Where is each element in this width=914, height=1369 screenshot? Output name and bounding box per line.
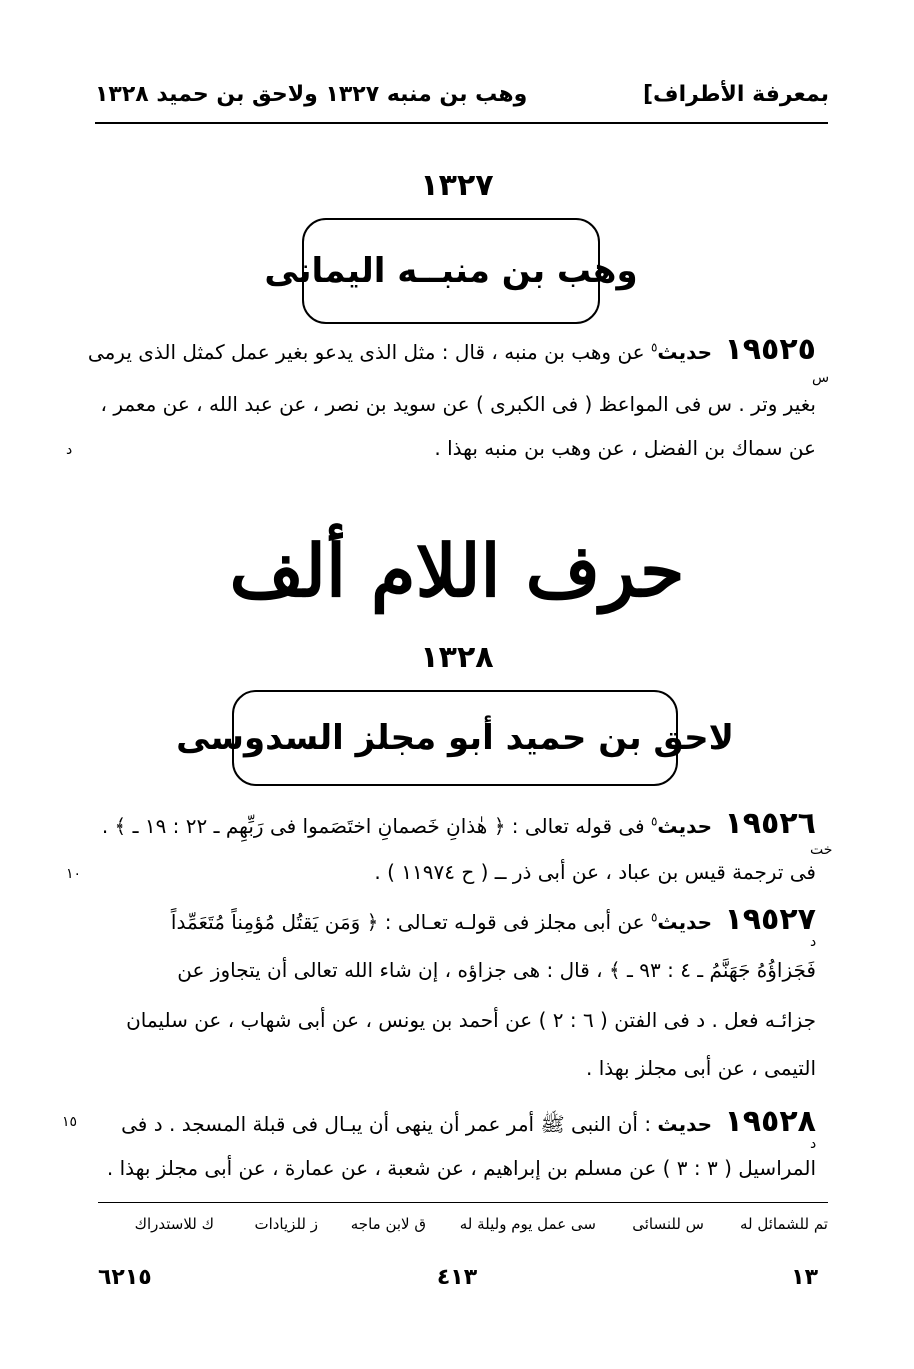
footnote-abbrev: س للنسائى — [632, 1215, 704, 1233]
footnote-abbrev: ز للزيادات — [254, 1215, 318, 1233]
header-rule — [95, 122, 828, 124]
footnote-abbrev: ق لابن ماجه — [350, 1215, 426, 1233]
footnote-abbrev: سى عمل يوم وليلة له — [459, 1215, 596, 1233]
hadith-number: ١٩٥٢٨ — [724, 1104, 816, 1139]
hadith-text: عن أبى مجلز فى قولـه تعـالى : ﴿ وَمَن يَقتُل مُؤمِناً مُتَعَمِّداً — [170, 910, 645, 934]
hadith-text: عن وهب بن منبه ، قال : مثل الذى يدعو بغير عمل كمثل الذى يرمى — [87, 340, 645, 364]
hadith-text: التيمى ، عن أبى مجلز بهذا . — [586, 1056, 816, 1080]
margin-siglum: د — [810, 1136, 817, 1152]
margin-siglum: س — [812, 370, 830, 386]
hadith-label: حديث — [657, 814, 713, 838]
chapter-heading: حرف اللام ألف — [229, 528, 685, 613]
footnote-abbrev: ك للاستدراك — [134, 1215, 214, 1233]
hadith-text: المراسيل ( ٣ : ٣ ) عن مسلم بن إبراهيم ، عن شعبة ، عن عمارة ، عن أبى مجلز بهذا . — [106, 1156, 816, 1180]
hadith-text: بغير وتر . س فى المواعظ ( فى الكبرى ) عن سويد بن نصر ، عن عبد الله ، عن معمر ، — [100, 392, 816, 416]
running-header-left: وهب بن منبه ١٣٢٧ ولاحق بن حميد ١٣٢٨ — [95, 82, 528, 107]
margin-siglum: د — [810, 934, 817, 950]
hadith-text: جزائـه فعل . د فى الفتن ( ٦ : ٢ ) عن أحمد بن يونس ، عن أبى شهاب ، عن سليمان — [126, 1008, 816, 1032]
footnote-abbrev: تم للشمائل له — [739, 1215, 828, 1233]
hadith-text: فى قوله تعالى : ﴿ هٰذانِ خَصمانِ اختَصَموا فى رَبِّهِم ـ ٢٢ : ١٩ ـ ﴾ . — [101, 814, 645, 838]
hadith-label: حديث — [657, 1112, 713, 1136]
hadith-line: ١٩٥٢٦ حديث$^٥$ فى قوله تعالى : ﴿ هٰذانِ خَصمانِ اختَصَموا فى رَبِّهِم ـ ٢٢ : ١٩ ـ ﴾ . — [101, 806, 816, 841]
margin-siglum: د — [66, 442, 73, 458]
hadith-text: : أن النبى ﷺ أمر عمر أن ينهى أن يبـال فى قبلة المسجد . د فى — [121, 1112, 652, 1136]
hadith-label: حديث — [657, 340, 713, 364]
hadith-number: ١٩٥٢٧ — [724, 902, 816, 937]
hadith-text: فَجَزاؤُهُ جَهَنَّمُ ـ ٤ : ٩٣ ـ ﴾ ، قال : هى جزاؤه ، إن شاء الله تعالى أن يتجاوز عن — [177, 958, 816, 982]
section-number: ١٣٢٨ — [420, 640, 494, 675]
volume-number: ١٣ — [791, 1265, 818, 1290]
running-number: ٦٢١٥ — [98, 1265, 152, 1290]
hadith-number: ١٩٥٢٥ — [724, 332, 816, 367]
title-box — [176, 690, 734, 786]
running-header-right: بمعرفة الأطراف] — [642, 82, 829, 107]
hadith-line: ١٩٥٢٧ حديث$^٥$ عن أبى مجلز فى قولـه تعـالى : ﴿ وَمَن يَقتُل مُؤمِناً مُتَعَمِّداً — [170, 902, 816, 937]
hadith-line: ١٩٥٢٥ حديث$^٥$ عن وهب بن منبه ، قال : مثل الذى يدعو بغير عمل كمثل الذى يرمى — [87, 332, 816, 367]
hadith-label: حديث — [657, 910, 713, 934]
margin-siglum: خت — [810, 842, 833, 858]
section-title: لاحق بن حميد أبو مجلز السدوسى — [176, 718, 734, 758]
title-box — [264, 218, 638, 324]
page-number: ٤١٣ — [436, 1265, 478, 1290]
hadith-text: عن سماك بن الفضل ، عن وهب بن منبه بهذا . — [434, 436, 816, 460]
section-title: وهب بن منبــه اليمانى — [264, 251, 638, 291]
margin-siglum: ١٠ — [66, 866, 82, 882]
margin-siglum: ١٥ — [62, 1114, 78, 1130]
hadith-number: ١٩٥٢٦ — [724, 806, 816, 841]
footnote-rule — [98, 1202, 828, 1203]
hadith-text: فى ترجمة قيس بن عباد ، عن أبى ذر ــ ( ح ١١٩٧٤ ) . — [374, 860, 816, 884]
hadith-line — [96, 1104, 816, 1141]
section-number: ١٣٢٧ — [420, 168, 494, 203]
